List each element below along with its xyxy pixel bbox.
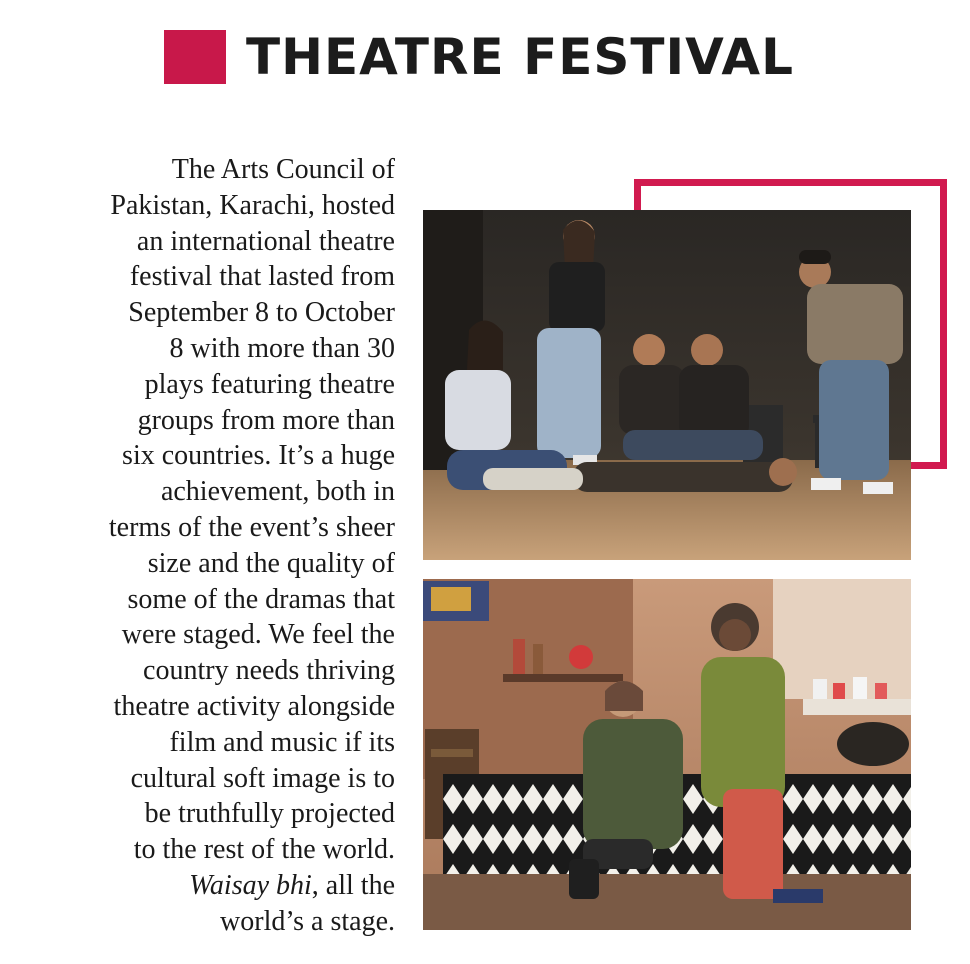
article-closing-line bbox=[10, 868, 395, 904]
article-line: cultural soft image is to bbox=[130, 762, 395, 794]
article-line: some of the dramas that bbox=[127, 583, 395, 615]
article-line: September 8 to October bbox=[128, 297, 395, 329]
stage-photo-rehearsal bbox=[423, 210, 911, 560]
article-line: Pakistan, Karachi, hosted bbox=[110, 189, 395, 221]
section-header bbox=[164, 30, 794, 84]
header-accent-square bbox=[164, 30, 226, 84]
page-title: THEATRE FESTIVAL bbox=[246, 28, 794, 86]
article-line: six countries. It’s a huge bbox=[122, 440, 395, 472]
article-line: The Arts Council of bbox=[171, 154, 395, 185]
article-line: to the rest of the world. bbox=[133, 834, 395, 866]
article-line: country needs thriving bbox=[143, 655, 395, 687]
article-line: achievement, both in bbox=[160, 476, 395, 508]
article-line: 8 with more than 30 bbox=[169, 332, 395, 364]
article-line: film and music if its bbox=[169, 726, 395, 758]
article-line: an international theatre bbox=[136, 225, 395, 257]
article-line: festival that lasted from bbox=[129, 261, 395, 293]
stage-photo-performance bbox=[423, 579, 911, 930]
article-line: terms of the event’s sheer bbox=[108, 511, 395, 543]
article-body bbox=[10, 152, 395, 940]
article-line: were staged. We feel the bbox=[121, 619, 395, 651]
article-line: theatre activity alongside bbox=[113, 690, 395, 722]
italic-phrase: Waisay bhi bbox=[189, 869, 312, 901]
article-line: groups from more than bbox=[137, 404, 395, 436]
article-final-line: world’s a stage. bbox=[220, 905, 395, 937]
article-line: plays featuring theatre bbox=[144, 368, 395, 400]
closing-rest: , all the bbox=[311, 869, 395, 901]
article-line: be truthfully projected bbox=[144, 798, 395, 830]
article-line: size and the quality of bbox=[147, 547, 395, 579]
